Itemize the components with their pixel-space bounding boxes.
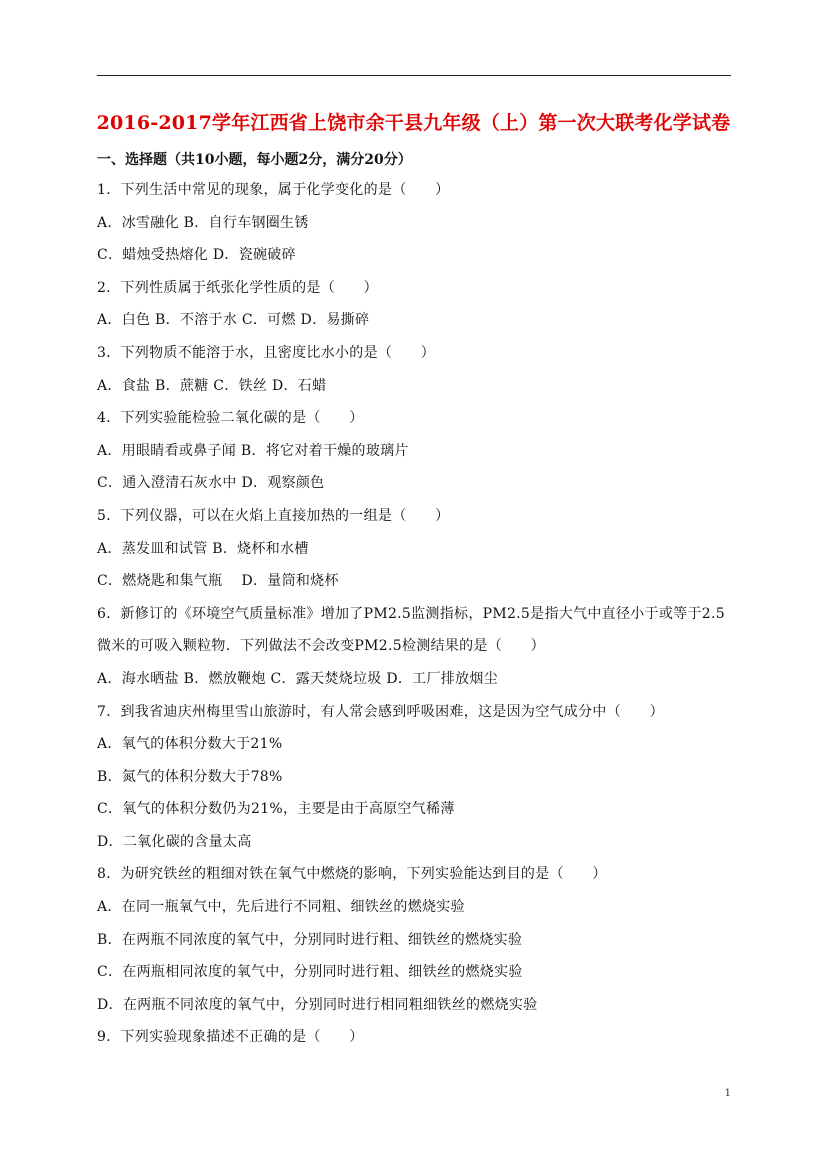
answer-option: B．在两瓶不同浓度的氧气中，分别同时进行粗、细铁丝的燃烧实验	[97, 931, 523, 948]
answer-options-line: A．冰雪融化 B．自行车钢圈生锈	[97, 214, 309, 231]
question-line: 7．到我省迪庆州梅里雪山旅游时，有人常会感到呼吸困难，这是因为空气成分中（ ）	[97, 703, 664, 720]
question-line: 1．下列生活中常见的现象，属于化学变化的是（ ）	[97, 182, 450, 198]
answer-options-line: A．用眼睛看或鼻子闻 B．将它对着干燥的玻璃片	[97, 442, 409, 459]
answer-options-line: A．蒸发皿和试管 B．烧杯和水槽	[97, 540, 309, 557]
question-line: 5．下列仪器，可以在火焰上直接加热的一组是（ ）	[97, 507, 450, 524]
answer-options-line: C．蜡烛受热熔化 D．瓷碗破碎	[97, 247, 296, 264]
answer-option: D．二氧化碳的含量太高	[97, 833, 252, 850]
question-line: 8．为研究铁丝的粗细对铁在氧气中燃烧的影响，下列实验能达到目的是（ ）	[97, 866, 607, 883]
answer-options-line: A．海水晒盐 B．燃放鞭炮 C．露天焚烧垃圾 D．工厂排放烟尘	[97, 670, 498, 687]
answer-options-line: C．通入澄清石灰水中 D．观察颜色	[97, 475, 325, 492]
question-line: 4．下列实验能检验二氧化碳的是（ ）	[97, 410, 364, 427]
answer-option: B．氮气的体积分数大于78%	[97, 768, 283, 785]
answer-options-line: A．食盐 B．蔗糖 C．铁丝 D．石蜡	[97, 377, 327, 394]
question-line: 6．新修订的《环境空气质量标准》增加了PM2.5监测指标，PM2.5是指大气中直径小于或等于2.5	[97, 605, 725, 622]
header-rule	[97, 75, 731, 76]
question-line: 3．下列物质不能溶于水，且密度比水小的是（ ）	[97, 344, 436, 361]
section-header: 一、选择题（共10小题，每小题2分，满分20分）	[97, 152, 412, 168]
answer-options-line: A．白色 B．不溶于水 C．可燃 D．易撕碎	[97, 312, 370, 329]
answer-option: C．在两瓶相同浓度的氧气中，分别同时进行粗、细铁丝的燃烧实验	[97, 964, 523, 981]
question-line: 2．下列性质属于纸张化学性质的是（ ）	[97, 279, 378, 296]
answer-option: C．氧气的体积分数仍为21%，主要是由于高原空气稀薄	[97, 801, 455, 818]
answer-options-line: C．燃烧匙和集气瓶 D．量筒和烧杯	[97, 573, 339, 590]
answer-option: D．在两瓶不同浓度的氧气中，分别同时进行相同粗细铁丝的燃烧实验	[97, 996, 538, 1013]
document-title: 2016-2017学年江西省上饶市余干县九年级（上）第一次大联考化学试卷	[96, 112, 731, 134]
page-number: 1	[724, 1088, 731, 1099]
question-line-continued: 微米的可吸入颗粒物．下列做法不会改变PM2.5检测结果的是（ ）	[97, 638, 545, 655]
question-line: 9．下列实验现象描述不正确的是（ ）	[97, 1029, 364, 1046]
question-list	[97, 180, 737, 1060]
answer-option: A．氧气的体积分数大于21%	[97, 736, 283, 753]
answer-option: A．在同一瓶氧气中，先后进行不同粗、细铁丝的燃烧实验	[97, 899, 465, 916]
